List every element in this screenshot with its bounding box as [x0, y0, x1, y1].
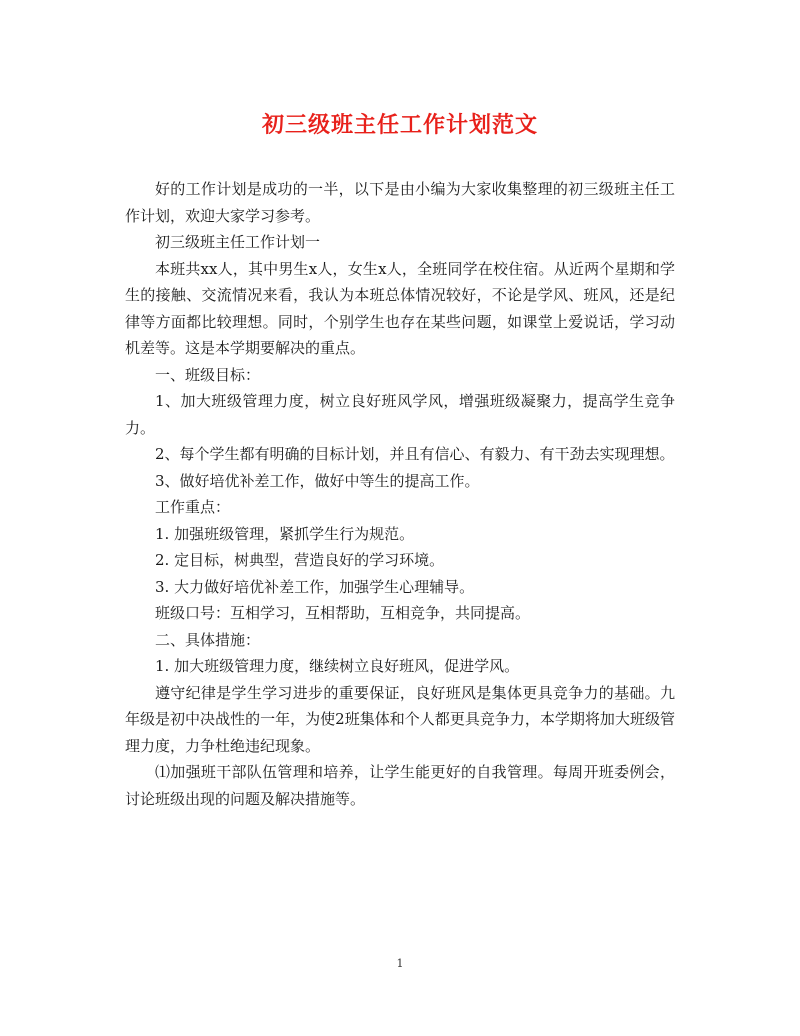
paragraph-intro: 好的工作计划是成功的一半，以下是由小编为大家收集整理的初三级班主任工作计划，欢迎大家学习参考。	[125, 180, 675, 225]
paragraph-plan-heading: 初三级班主任工作计划一	[155, 233, 321, 251]
paragraph-slogan: 班级口号：互相学习，互相帮助，互相竞争，共同提高。	[155, 604, 531, 622]
paragraph-class-leaders: ⑴加强班干部队伍管理和培养，让学生能更好的自我管理。每周开班委例会，讨论班级出现的问题及解决措施等。	[125, 763, 675, 808]
paragraph-focus-3: 3. 大力做好培优补差工作，加强学生心理辅导。	[155, 577, 475, 596]
paragraph-goal-3: 3、做好培优补差工作，做好中等生的提高工作。	[155, 471, 480, 490]
paragraph-focus-1: 1. 加强班级管理，紧抓学生行为规范。	[155, 524, 415, 543]
paragraph-section-measures: 二、具体措施：	[155, 630, 261, 649]
page-number: 1	[396, 957, 404, 970]
paragraph-goal-2: 2、每个学生都有明确的目标计划，并且有信心、有毅力、有干劲去实现理想。	[155, 445, 675, 463]
paragraph-focus-2: 2. 定目标，树典型，营造良好的学习环境。	[155, 551, 445, 569]
paragraph-goal-1: 1、加大班级管理力度，树立良好班风学风，增强班级凝聚力，提高学生竞争力。	[125, 392, 675, 437]
paragraph-discipline: 遵守纪律是学生学习进步的重要保证，良好班风是集体更具竞争力的基础。九年级是初中决战性的一年，为使2班集体和个人都更具竞争力，本学期将加大班级管理力度，力争杜绝违纪现象。	[125, 683, 675, 755]
document-body	[125, 176, 675, 812]
paragraph-class-overview: 本班共xx人，其中男生x人，女生x人，全班同学在校住宿。从近两个星期和学生的接触、交流情况来看，我认为本班总体情况较好，不论是学风、班风，还是纪律等方面都比较理想。同时，个别学生也存在某些问题，如课堂上爱说话，学习动机差等。这是本学期要解决的重点。	[125, 259, 675, 357]
paragraph-section-goals: 一、班级目标：	[155, 365, 261, 384]
paragraph-focus-heading: 工作重点：	[155, 498, 231, 516]
paragraph-measure-1: 1. 加大班级管理力度，继续树立良好班风，促进学风。	[155, 657, 520, 675]
document-title: 初三级班主任工作计划范文	[261, 112, 538, 138]
